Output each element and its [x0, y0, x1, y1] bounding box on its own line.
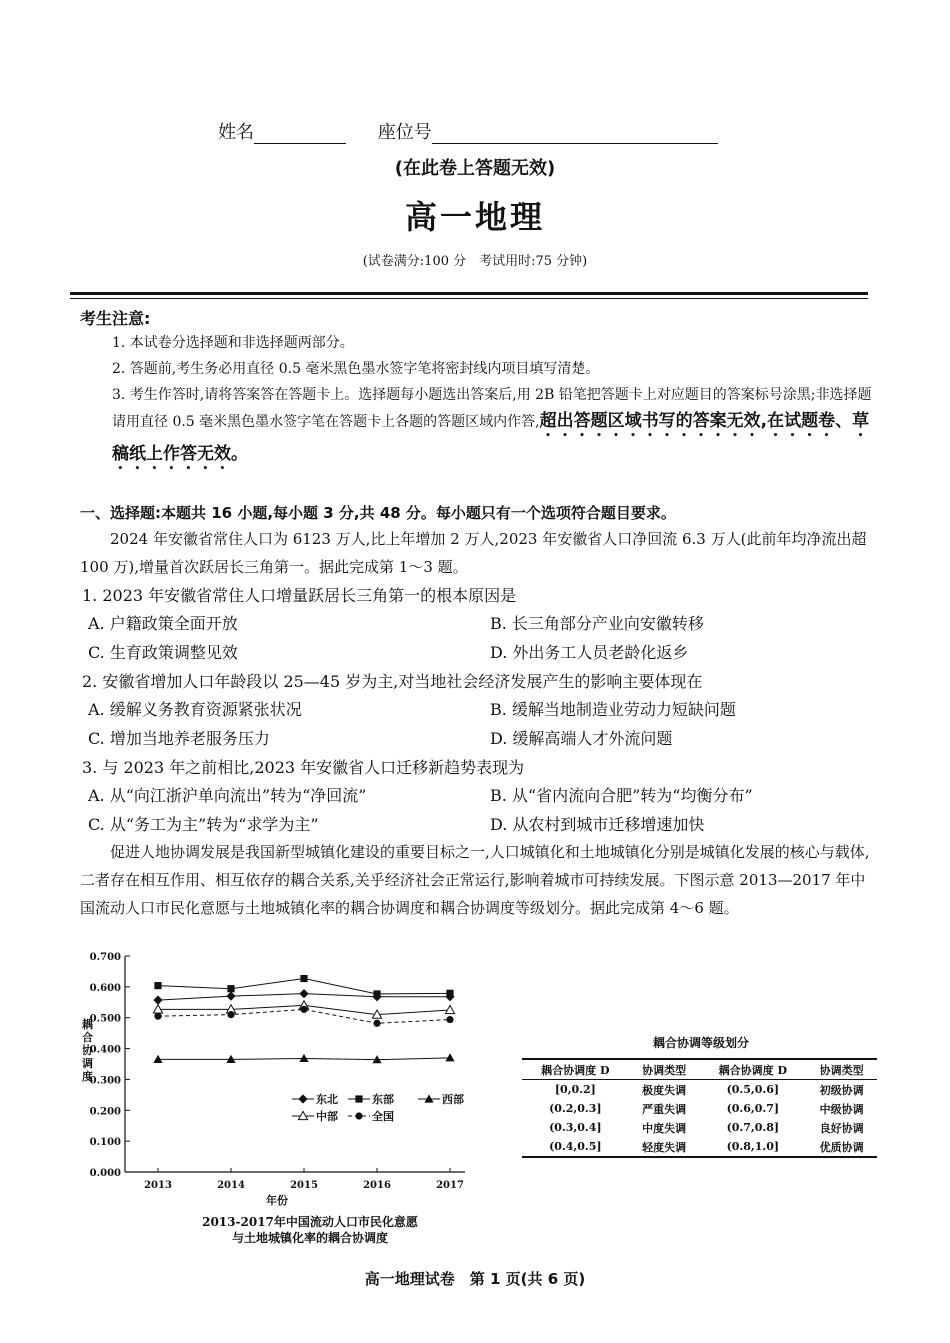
seat-blank[interactable]: [432, 123, 718, 144]
name-blank[interactable]: [254, 123, 346, 144]
q2-option-b[interactable]: B. 缓解当地制造业劳动力短缺问题: [490, 700, 736, 719]
q3-option-b[interactable]: B. 从“省内流向合肥”转为“均衡分布”: [490, 786, 753, 805]
question-1-stem: 1. 2023 年安徽省常住人口增量跃居长三角第一的根本原因是: [82, 586, 517, 605]
q1-option-d[interactable]: D. 外出务工人员老龄化返乡: [490, 643, 689, 662]
data-point: [300, 975, 307, 982]
table-header-0: 耦合协调度 D: [541, 1063, 610, 1077]
q3-option-c[interactable]: C. 从“务工为主”转为“求学为主”: [88, 815, 319, 834]
q2-option-d[interactable]: D. 缓解高端人才外流问题: [490, 729, 673, 748]
data-point: [227, 1011, 234, 1018]
data-point: [373, 990, 380, 997]
data-point: [445, 1053, 454, 1061]
x-tick-label: 2013: [144, 1180, 172, 1191]
data-point: [373, 1020, 380, 1027]
table-cell-2-0: (0.3,0.4]: [549, 1121, 602, 1134]
data-point: [445, 1005, 454, 1013]
data-point: [226, 992, 235, 1001]
table-header-3: 协调类型: [819, 1063, 864, 1077]
legend-label-0: 东北: [316, 1093, 338, 1106]
q1-option-a[interactable]: A. 户籍政策全面开放: [88, 614, 238, 633]
notice-item-1: 1. 本试卷分选择题和非选择题两部分。: [112, 335, 354, 351]
legend-label-2: 西部: [442, 1093, 464, 1106]
coupling-chart: [70, 946, 490, 1208]
question-2-stem: 2. 安徽省增加人口年龄段以 25—45 岁为主,对当地社会经济发展产生的影响主要体现在: [82, 672, 703, 691]
notice-item-3-text: 3. 考生作答时,请将答案答在答题卡上。选择题每小题选出答案后,用 2B 铅笔把答题卡上对应题目的答案标号涂黑;非选择题请用直径 0.5 毫米黑色墨水签字笔在答题卡上各题的答题区域内作答,: [112, 387, 872, 430]
invalid-note: (在此卷上答题无效): [394, 158, 556, 179]
exam-meta: (试卷满分:100 分 考试用时:75 分钟): [362, 254, 588, 269]
table-cell-0-1: 极度失调: [642, 1083, 687, 1097]
data-point: [300, 1006, 307, 1013]
table-cell-2-3: 良好协调: [819, 1121, 864, 1135]
seat-label: 座位号: [377, 122, 432, 143]
y-tick-label: 0.000: [89, 1168, 121, 1179]
chart-caption-line-1: 2013-2017年中国流动人口市民化意愿: [202, 1215, 418, 1229]
y-tick-label: 0.200: [89, 1106, 121, 1118]
y-tick-label: 0.300: [89, 1075, 121, 1087]
table-cell-3-2: (0.8,1.0]: [726, 1140, 780, 1153]
section-heading: 一、选择题:本题共 16 小题,每小题 3 分,共 48 分。每小题只有一个选项符合题目要求。: [80, 504, 676, 522]
page-footer: 高一地理试卷 第 1 页(共 6 页): [364, 1270, 586, 1288]
legend-marker-0: [298, 1094, 307, 1103]
data-point: [299, 989, 308, 998]
passage-1: 2024 年安徽省常住人口为 6123 万人,比上年增加 2 万人,2023 年安徽省人口净回流 6.3 万人(此前年均净流出超 100 万),增量首次跃居长三角第一。据此完成第 1～3 题。: [80, 530, 867, 576]
name-seat-bar: [218, 118, 718, 144]
table-row: [522, 1080, 877, 1100]
table-cell-1-1: 严重失调: [642, 1102, 687, 1116]
table-cell-1-2: (0.6,0.7]: [726, 1102, 780, 1115]
table-header-2: 耦合协调度 D: [718, 1063, 788, 1077]
table-cell-3-1: 轻度失调: [642, 1140, 687, 1154]
q1-option-c[interactable]: C. 生育政策调整见效: [88, 643, 238, 662]
notice-emphasis: 超出答题区域书写的答案无效,在试题卷、草稿纸上作答无效。: [112, 411, 870, 464]
name-label: 姓名: [218, 122, 254, 143]
data-point: [154, 1013, 161, 1020]
notice-item-3: [112, 382, 872, 474]
divider-thin: [70, 298, 868, 299]
data-point: [446, 1016, 453, 1023]
chart-caption-line-2: 与土地城镇化率的耦合协调度: [231, 1231, 388, 1245]
table-cell-2-2: (0.7,0.8]: [726, 1121, 780, 1134]
table-cell-1-0: (0.2,0.3]: [549, 1102, 602, 1115]
data-point: [153, 996, 162, 1005]
data-point: [154, 982, 161, 989]
data-point: [299, 1054, 308, 1062]
q3-option-a[interactable]: A. 从“向江浙沪单向流出”转为“净回流”: [88, 786, 367, 805]
q2-option-c[interactable]: C. 增加当地养老服务压力: [88, 729, 270, 748]
table-row: [522, 1099, 877, 1118]
x-tick-label: 2017: [436, 1180, 464, 1191]
x-axis-label: 年份: [266, 1194, 288, 1207]
q2-option-a[interactable]: A. 缓解义务教育资源紧张状况: [88, 700, 302, 719]
q3-option-d[interactable]: D. 从农村到城市迁移增速加快: [490, 815, 705, 834]
question-3-stem: 3. 与 2023 年之前相比,2023 年安徽省人口迁移新趋势表现为: [82, 758, 525, 777]
y-tick-label: 0.700: [89, 952, 121, 963]
x-tick-label: 2015: [290, 1180, 318, 1191]
table-title: 耦合协调等级划分: [652, 1036, 749, 1050]
y-tick-label: 0.100: [89, 1137, 121, 1149]
divider-thick: [70, 292, 868, 295]
notice-item-2: 2. 答题前,考生务必用直径 0.5 毫米黑色墨水签字笔将密封线内项目填写清楚。: [112, 361, 600, 377]
legend-label-3: 中部: [316, 1110, 338, 1123]
x-tick-label: 2016: [363, 1180, 391, 1191]
y-tick-label: 0.400: [89, 1044, 121, 1056]
legend-label-1: 东部: [372, 1093, 394, 1106]
passage-2: 促进人地协调发展是我国新型城镇化建设的重要目标之一,人口城镇化和土地城镇化分别是城镇化发展的核心与载体,二者存在相互作用、相互依存的耦合关系,关乎经济社会正常运行,影响着城市可持续发展。下图示意 2013—2017 年中国流动人口市民化意愿与土地城镇化率的耦合协调度和耦合协调度等级划分。据此完成第 4～6 题。: [80, 843, 870, 917]
table-cell-0-3: 初级协调: [819, 1083, 864, 1097]
legend-label-4: 全国: [372, 1110, 394, 1123]
coupling-grade-table: [522, 1058, 877, 1158]
data-point: [446, 990, 453, 997]
table-row: [522, 1137, 877, 1157]
table-cell-3-0: (0.4,0.5]: [549, 1140, 602, 1153]
q1-option-b[interactable]: B. 长三角部分产业向安徽转移: [490, 614, 704, 633]
notice-heading: 考生注意:: [80, 309, 151, 328]
page-title: 高一地理: [404, 198, 545, 236]
y-tick-label: 0.600: [89, 982, 121, 994]
legend-marker-4: [355, 1112, 362, 1119]
x-tick-label: 2014: [217, 1180, 245, 1191]
data-point: [227, 985, 234, 992]
table-cell-1-3: 中级协调: [819, 1102, 864, 1116]
table-header-row: [522, 1059, 877, 1080]
table-cell-0-0: [0,0.2]: [554, 1083, 596, 1096]
table-cell-0-2: (0.5,0.6]: [726, 1083, 780, 1096]
table-header-1: 协调类型: [642, 1063, 687, 1077]
data-point: [153, 1005, 162, 1013]
legend-marker-1: [355, 1095, 362, 1102]
table-cell-2-1: 中度失调: [642, 1121, 687, 1135]
y-tick-label: 0.500: [89, 1013, 121, 1025]
y-axis-label: 耦合协调度: [82, 1018, 93, 1083]
table-row: [522, 1118, 877, 1137]
table-cell-3-3: 优质协调: [819, 1140, 864, 1154]
